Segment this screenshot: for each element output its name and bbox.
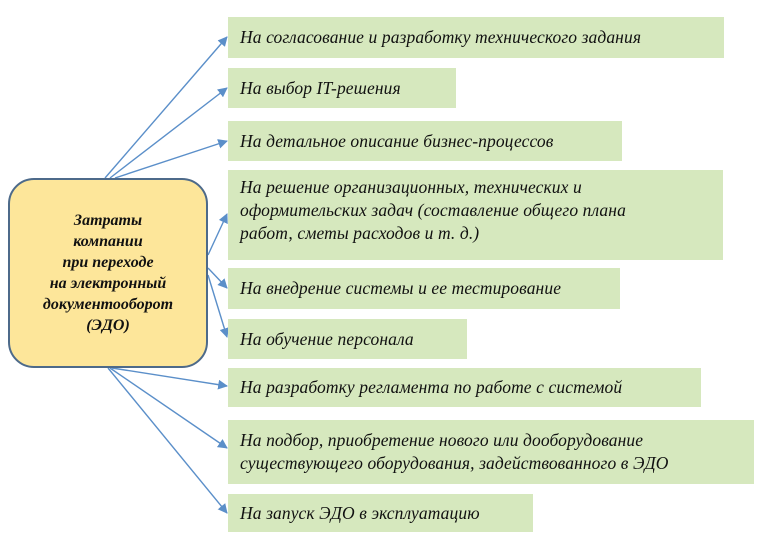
arrow-1 bbox=[105, 37, 227, 178]
cost-item-label: На запуск ЭДО в эксплуатацию bbox=[240, 502, 480, 523]
cost-item-label: На подбор, приобретение нового или дооборудование существующего оборудования, задействованного в ЭДО bbox=[240, 430, 669, 473]
cost-item-label: На выбор IT-решения bbox=[240, 77, 401, 98]
cost-item-organizational-tasks bbox=[228, 170, 723, 260]
cost-item-business-processes bbox=[228, 121, 622, 161]
cost-item-it-solution bbox=[228, 68, 456, 108]
cost-item-label: На детальное описание бизнес-процессов bbox=[240, 130, 554, 151]
arrow-9 bbox=[108, 368, 227, 513]
center-title: Затраты компании при переходе на электронный документооборот (ЭДО) bbox=[42, 212, 174, 334]
arrow-8 bbox=[110, 368, 227, 448]
cost-item-equipment bbox=[228, 420, 754, 484]
arrow-7 bbox=[112, 368, 227, 386]
cost-item-label: На разработку регламента по работе с системой bbox=[240, 377, 623, 397]
cost-item-regulations bbox=[228, 368, 701, 407]
cost-item-label: На внедрение системы и ее тестирование bbox=[240, 278, 562, 298]
center-node bbox=[8, 178, 208, 368]
cost-item-label: На решение организационных, технических и оформительских задач (составление общего плана работ, сметы расходов и т. д.) bbox=[240, 177, 626, 243]
cost-item-label: На обучение персонала bbox=[240, 328, 414, 349]
cost-item-tech-spec bbox=[228, 17, 724, 58]
cost-item-label: На согласование и разработку технического задания bbox=[240, 27, 642, 47]
arrow-4 bbox=[208, 214, 227, 255]
cost-item-implementation-testing bbox=[228, 268, 620, 309]
arrow-2 bbox=[110, 88, 227, 178]
cost-item-launch bbox=[228, 494, 533, 532]
cost-item-staff-training bbox=[228, 319, 467, 359]
